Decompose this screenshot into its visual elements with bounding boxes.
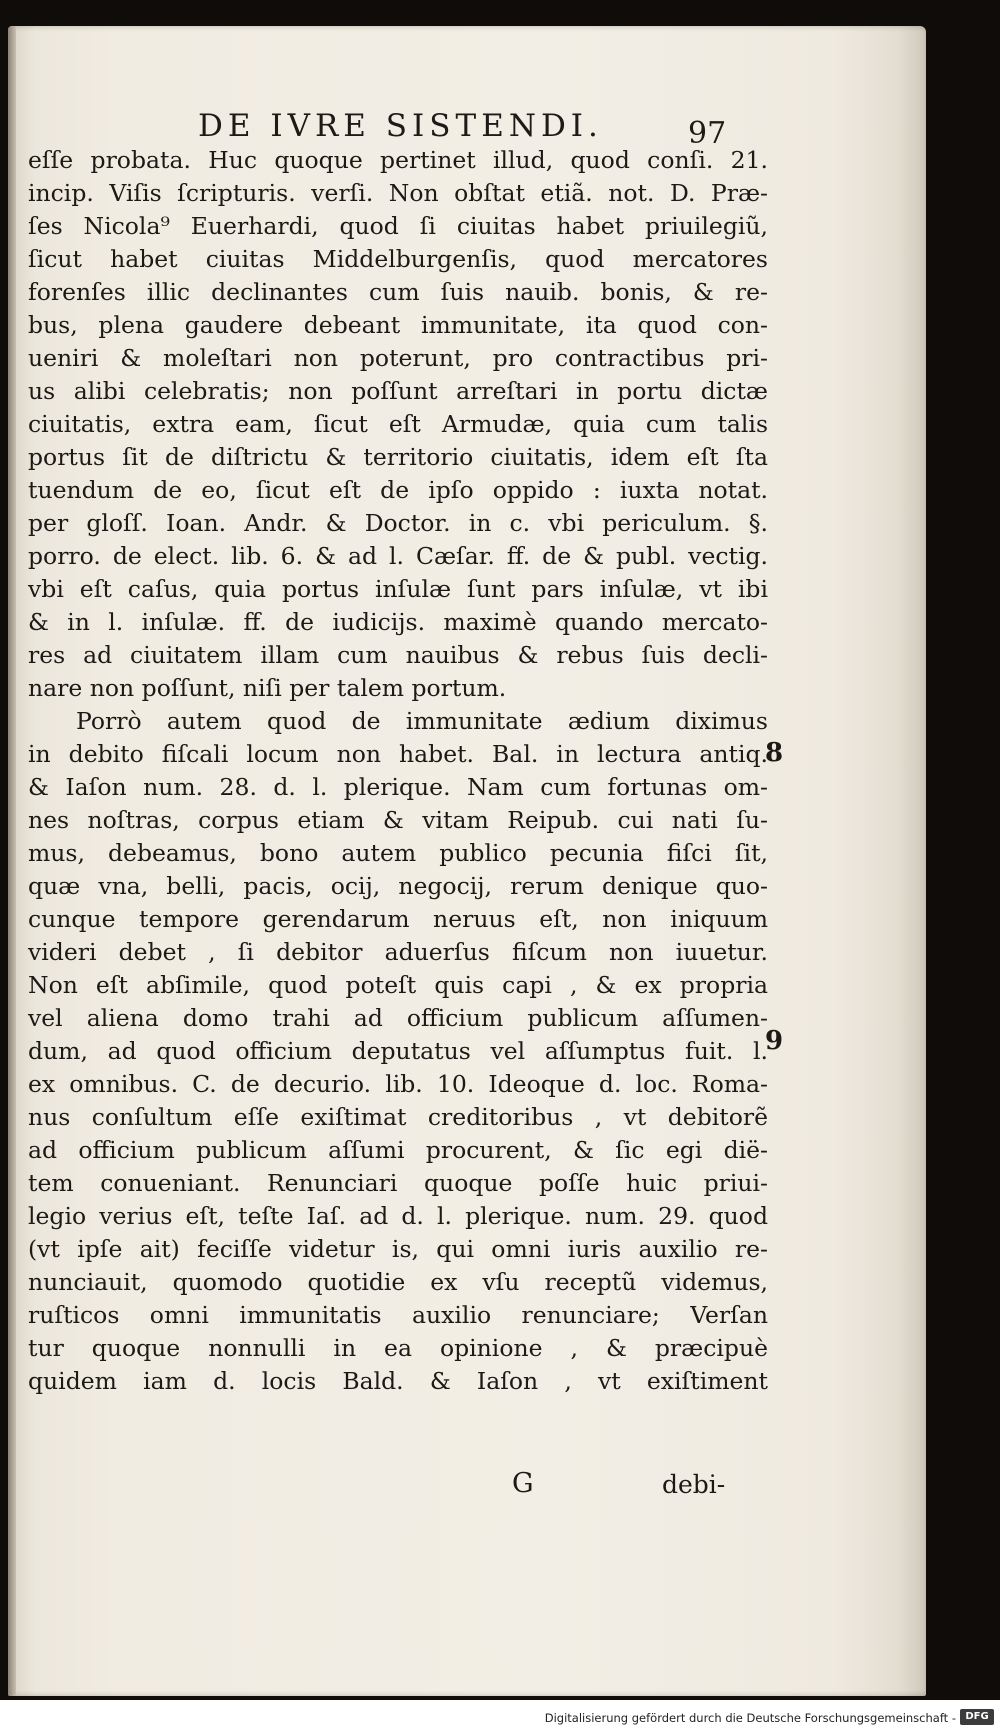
- footer-bar: [0, 1700, 1000, 1736]
- text-line: & Iaſon num. 28. d. l. plerique. Nam cum fortunas om-: [28, 773, 768, 801]
- text-line: nus conſultum eſſe exiſtimat creditoribus , vt debitorẽ: [28, 1103, 768, 1131]
- text-line: portus ſit de diſtrictu & territorio ciuitatis, idem eſt ſta: [28, 443, 768, 471]
- text-line: legio verius eſt, teſte Iaſ. ad d. l. plerique. num. 29. quod: [28, 1202, 768, 1230]
- text-line: cunque tempore gerendarum neruus eſt, non iniquum: [28, 905, 768, 933]
- book-page: [8, 26, 926, 1696]
- text-line: eſſe probata. Huc quoque pertinet illud, quod conſi. 21.: [28, 146, 768, 174]
- text-line: ex omnibus. C. de decurio. lib. 10. Ideoque d. loc. Roma-: [28, 1070, 768, 1098]
- text-line: ueniri & moleſtari non poterunt, pro contractibus pri-: [28, 344, 768, 372]
- text-line: tem conueniant. Renunciari quoque poſſe huic priui-: [28, 1169, 768, 1197]
- text-line: incip. Viſis ſcripturis. verſi. Non obſtat etiã. not. D. Præ-: [28, 179, 768, 207]
- text-line: per gloſſ. Ioan. Andr. & Doctor. in c. vbi periculum. §.: [28, 509, 768, 537]
- text-line: dum, ad quod officium deputatus vel aſſumptus fuit. l.: [28, 1037, 768, 1065]
- text-line: tuendum de eo, ſicut eſt de ipſo oppido : iuxta notat.: [28, 476, 768, 504]
- text-line: Non eſt abſimile, quod poteſt quis capi , & ex propria: [28, 971, 768, 999]
- body-text: [28, 144, 768, 1398]
- text-line: porro. de elect. lib. 6. & ad l. Cæſar. ff. de & publ. vectig.: [28, 542, 768, 570]
- text-line: & in l. inſulæ. ff. de iudicijs. maximè quando mercato-: [28, 608, 768, 636]
- text-line: in debito fiſcali locum non habet. Bal. in lectura antiq.: [28, 740, 768, 768]
- text-line: videri debet , ſi debitor aduerſus fiſcum non iuuetur.: [28, 938, 768, 966]
- signature-mark: G: [512, 1468, 534, 1499]
- text-line: quidem iam d. locis Bald. & Iaſon , vt exiſtiment: [28, 1367, 768, 1395]
- page-number: 97: [688, 116, 727, 151]
- text-line: mus, debeamus, bono autem publico pecunia fiſci ſit,: [28, 839, 768, 867]
- text-line: vel aliena domo trahi ad officium publicum aſſumen-: [28, 1004, 768, 1032]
- dfg-logo: DFG: [960, 1709, 994, 1725]
- text-line: nes noſtras, corpus etiam & vitam Reipub. cui nati ſu-: [28, 806, 768, 834]
- text-line: ruſticos omni immunitatis auxilio renunciare; Verſan: [28, 1301, 768, 1329]
- text-line: us alibi celebratis; non poſſunt arreſtari in portu dictæ: [28, 377, 768, 405]
- page-edge: [8, 26, 16, 1696]
- text-line: ad officium publicum aſſumi procurent, & ſic egi dië-: [28, 1136, 768, 1164]
- text-line: ciuitatis, extra eam, ſicut eſt Armudæ, quia cum talis: [28, 410, 768, 438]
- text-line: nare non poſſunt, niſi per talem portum.: [28, 674, 507, 702]
- text-line: ſicut habet ciuitas Middelburgenſis, quod mercatores: [28, 245, 768, 273]
- text-line: tur quoque nonnulli in ea opinione , & præcipuè: [28, 1334, 768, 1362]
- funding-credit: Digitalisierung gefördert durch die Deutsche Forschungsgemeinschaft -: [544, 1711, 956, 1725]
- running-head: DE IVRE SISTENDI.: [198, 108, 603, 144]
- text-line: forenſes illic declinantes cum ſuis nauib. bonis, & re-: [28, 278, 768, 306]
- marginal-note: 9: [765, 1026, 784, 1056]
- text-line: bus, plena gaudere debeant immunitate, ita quod con-: [28, 311, 768, 339]
- text-line: quæ vna, belli, pacis, ocij, negocij, rerum denique quo-: [28, 872, 768, 900]
- text-line: (vt ipſe ait) feciſſe videtur is, qui omni iuris auxilio re-: [28, 1235, 768, 1263]
- catchword: debi-: [662, 1470, 726, 1499]
- marginal-note: 8: [765, 738, 784, 768]
- text-line: vbi eſt caſus, quia portus inſulæ ſunt pars inſulæ, vt ibi: [28, 575, 768, 603]
- text-line: nunciauit, quomodo quotidie ex vſu receptũ videmus,: [28, 1268, 768, 1296]
- text-line: Porrò autem quod de immunitate ædium diximus: [76, 707, 768, 735]
- text-line: res ad ciuitatem illam cum nauibus & rebus ſuis decli-: [28, 641, 768, 669]
- text-line: ſes Nicola⁹ Euerhardi, quod ſi ciuitas habet priuilegiũ,: [28, 212, 768, 240]
